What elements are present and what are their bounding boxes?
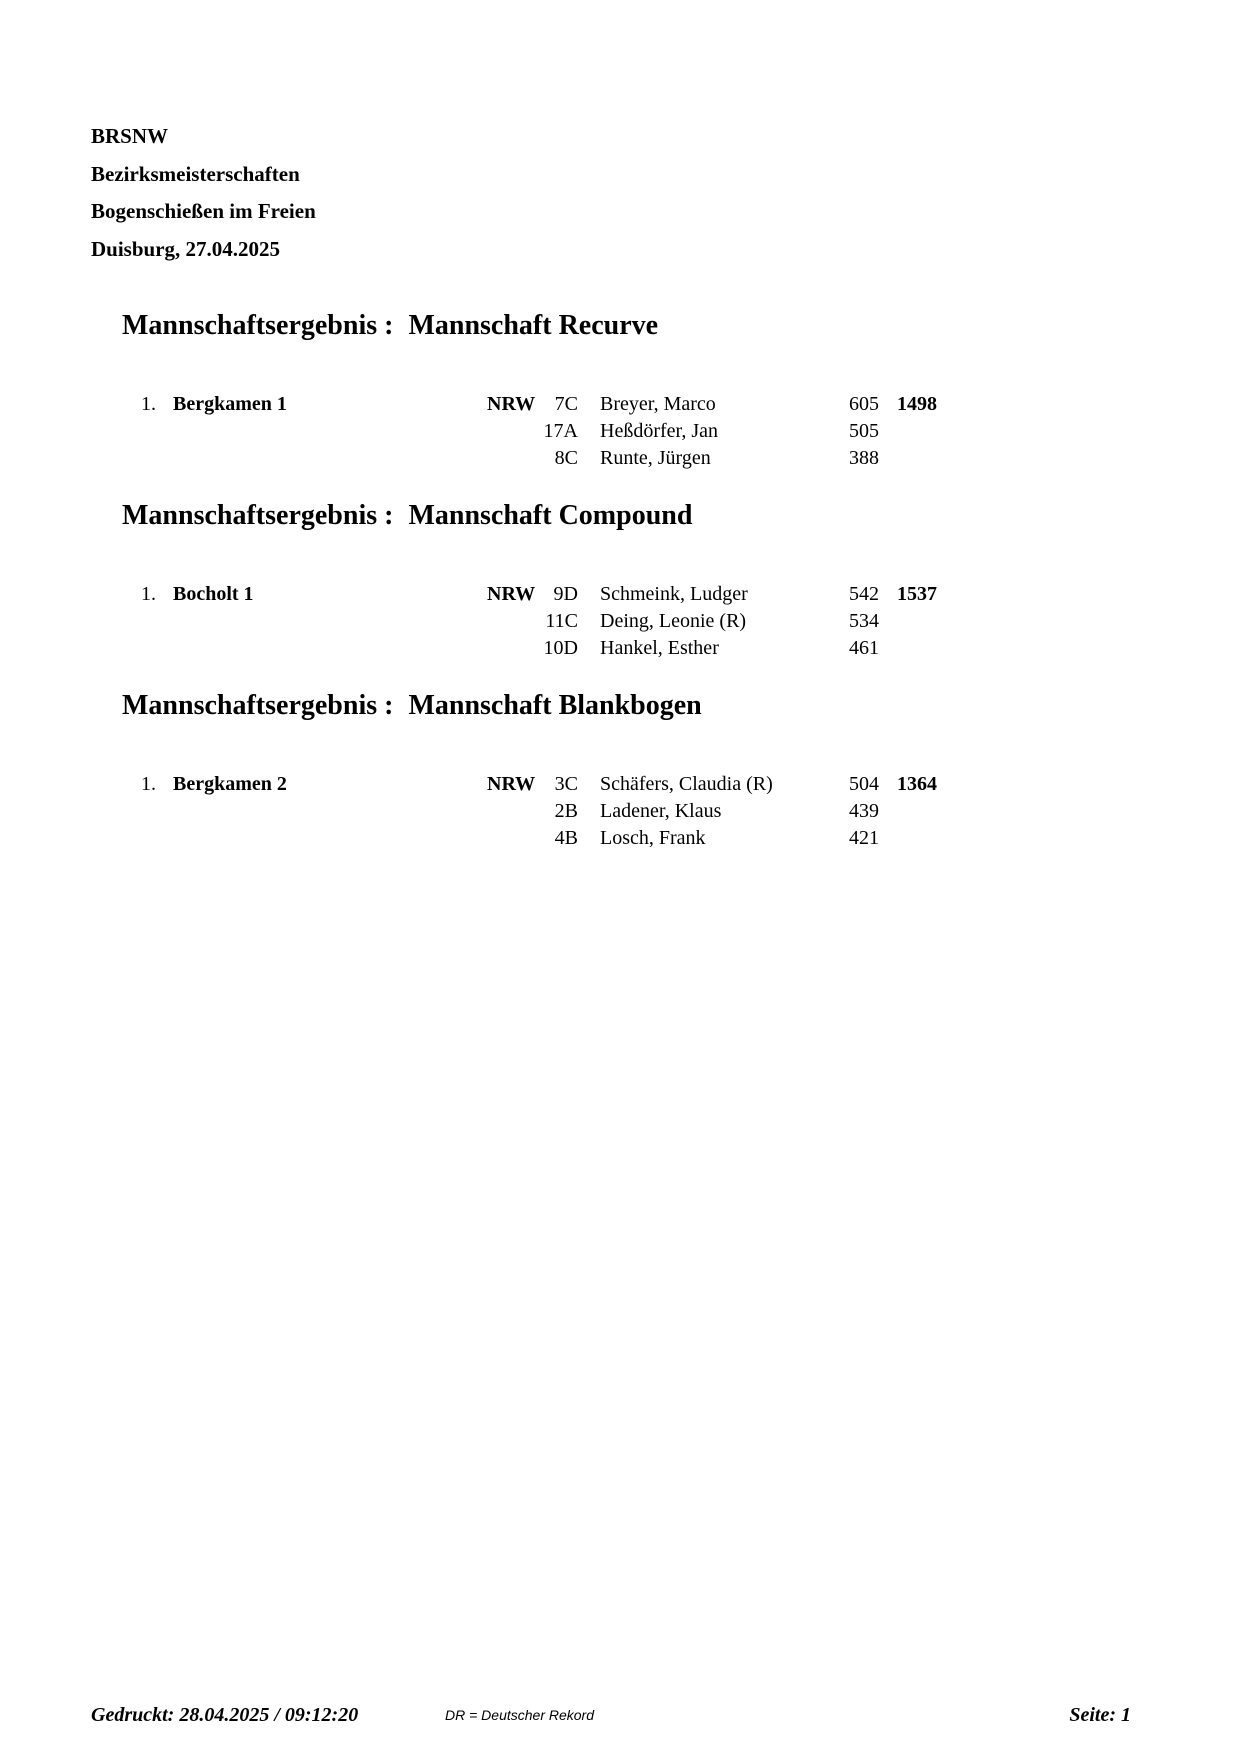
team-total: 1498 [897, 393, 937, 415]
member-pass: 10D [543, 637, 578, 659]
document-footer [0, 1700, 1239, 1730]
team-region: NRW [487, 393, 536, 415]
page-number: Seite: 1 [1069, 1704, 1131, 1726]
member-row [0, 635, 1239, 662]
team-row [0, 581, 1239, 608]
member-name: Hankel, Esther [600, 637, 719, 659]
member-score: 505 [849, 420, 879, 442]
section-category: Mannschaft Compound [408, 500, 693, 531]
team-row [0, 391, 1239, 418]
member-pass: 17A [543, 420, 578, 442]
team-name: Bocholt 1 [173, 583, 254, 605]
team-rank: 1. [141, 583, 156, 605]
member-name: Losch, Frank [600, 827, 706, 849]
event-discipline: Bogenschießen im Freien [91, 199, 316, 223]
section-title [122, 500, 692, 532]
section-category: Mannschaft Recurve [408, 310, 659, 341]
member-score: 388 [849, 447, 879, 469]
member-pass: 9D [553, 583, 578, 605]
organization-name: BRSNW [91, 124, 169, 148]
team-row [0, 771, 1239, 798]
document-header [91, 118, 316, 268]
section-title [122, 310, 658, 342]
member-score: 461 [849, 637, 879, 659]
team-total: 1537 [897, 583, 937, 605]
team-region: NRW [487, 583, 536, 605]
member-score: 421 [849, 827, 879, 849]
section-title-prefix: Mannschaftsergebnis : [122, 500, 394, 531]
member-name: Runte, Jürgen [600, 447, 711, 469]
member-name: Ladener, Klaus [600, 800, 722, 822]
record-legend: DR = Deutscher Rekord [445, 1707, 595, 1723]
section-title-prefix: Mannschaftsergebnis : [122, 310, 394, 341]
member-score: 534 [849, 610, 879, 632]
team-rank: 1. [141, 773, 156, 795]
member-score: 542 [849, 583, 879, 605]
section-category: Mannschaft Blankbogen [408, 690, 702, 721]
team-total: 1364 [897, 773, 937, 795]
member-score: 439 [849, 800, 879, 822]
printed-timestamp: Gedruckt: 28.04.2025 / 09:12:20 [91, 1704, 359, 1726]
team-name: Bergkamen 2 [173, 773, 287, 795]
member-name: Breyer, Marco [600, 393, 716, 415]
section-title [122, 690, 702, 722]
member-row [0, 798, 1239, 825]
member-score: 504 [849, 773, 879, 795]
member-row [0, 608, 1239, 635]
team-name: Bergkamen 1 [173, 393, 287, 415]
member-pass: 4B [554, 827, 578, 849]
member-row [0, 445, 1239, 472]
member-name: Heßdörfer, Jan [600, 420, 719, 442]
member-score: 605 [849, 393, 879, 415]
member-pass: 7C [554, 393, 578, 415]
member-pass: 11C [545, 610, 578, 632]
member-name: Schmeink, Ludger [600, 583, 748, 605]
member-pass: 3C [554, 773, 578, 795]
section-title-prefix: Mannschaftsergebnis : [122, 690, 394, 721]
member-row [0, 418, 1239, 445]
team-region: NRW [487, 773, 536, 795]
member-pass: 2B [554, 800, 578, 822]
event-title: Bezirksmeisterschaften [91, 161, 300, 186]
event-location-date: Duisburg, 27.04.2025 [91, 236, 281, 261]
member-row [0, 825, 1239, 852]
member-name: Deing, Leonie (R) [600, 610, 747, 632]
member-pass: 8C [554, 447, 578, 469]
member-name: Schäfers, Claudia (R) [600, 773, 773, 795]
team-rank: 1. [141, 393, 156, 415]
